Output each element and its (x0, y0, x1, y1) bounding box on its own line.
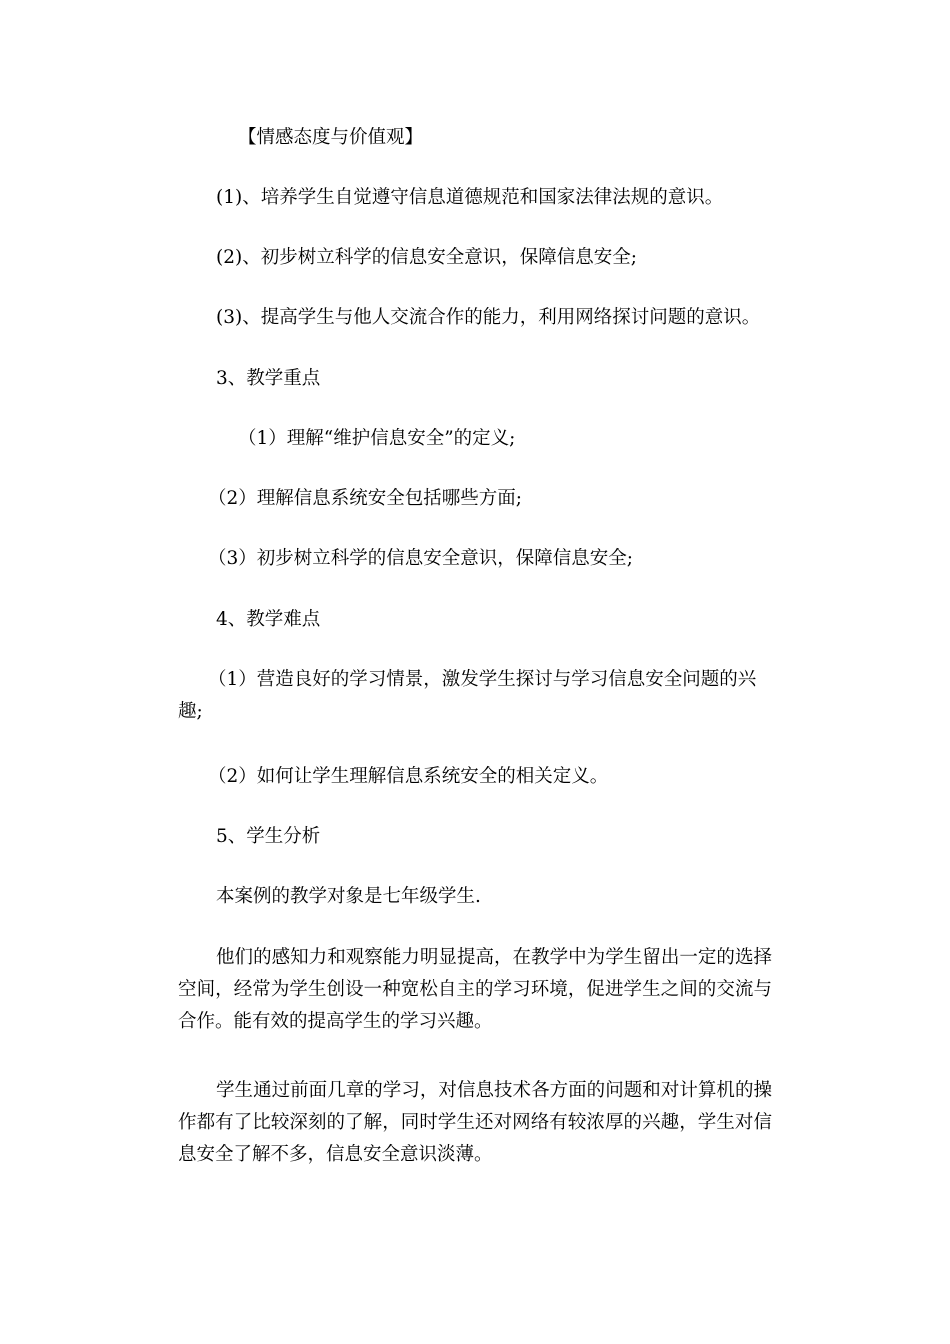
section-title-student-analysis: 5、学生分析 (216, 826, 321, 847)
list-item: （1）营造良好的学习情景，激发学生探讨与学习信息安全问题的兴趣; (178, 669, 757, 722)
list-item: （3）初步树立科学的信息安全意识，保障信息安全; (208, 548, 634, 569)
paragraph: 他们的感知力和观察能力明显提高，在教学中为学生留出一定的选择空间，经常为学生创设一种宽松自主的学习环境，促进学生之间的交流与合作。能有效的提高学生的学习兴趣。 (178, 947, 772, 1032)
section-heading: 【情感态度与价值观】 (238, 127, 424, 148)
list-item: （2）如何让学生理解信息系统安全的相关定义。 (208, 766, 609, 787)
section-title-key-points: 3、教学重点 (216, 368, 321, 389)
list-item: (2)、初步树立科学的信息安全意识，保障信息安全; (216, 247, 637, 268)
list-item: （2）理解信息系统安全包括哪些方面; (208, 488, 523, 509)
paragraph: 学生通过前面几章的学习，对信息技术各方面的问题和对计算机的操作都有了比较深刻的了解，同时学生还对网络有较浓厚的兴趣，学生对信息安全了解不多，信息安全意识淡薄。 (178, 1080, 772, 1165)
list-item: （1）理解“维护信息安全”的定义; (238, 428, 516, 449)
list-item: (1)、培养学生自觉遵守信息道德规范和国家法律法规的意识。 (216, 187, 724, 208)
section-title-difficulties: 4、教学难点 (216, 609, 321, 630)
list-item: (3)、提高学生与他人交流合作的能力，利用网络探讨问题的意识。 (216, 307, 761, 328)
paragraph: 本案例的教学对象是七年级学生. (216, 886, 481, 907)
